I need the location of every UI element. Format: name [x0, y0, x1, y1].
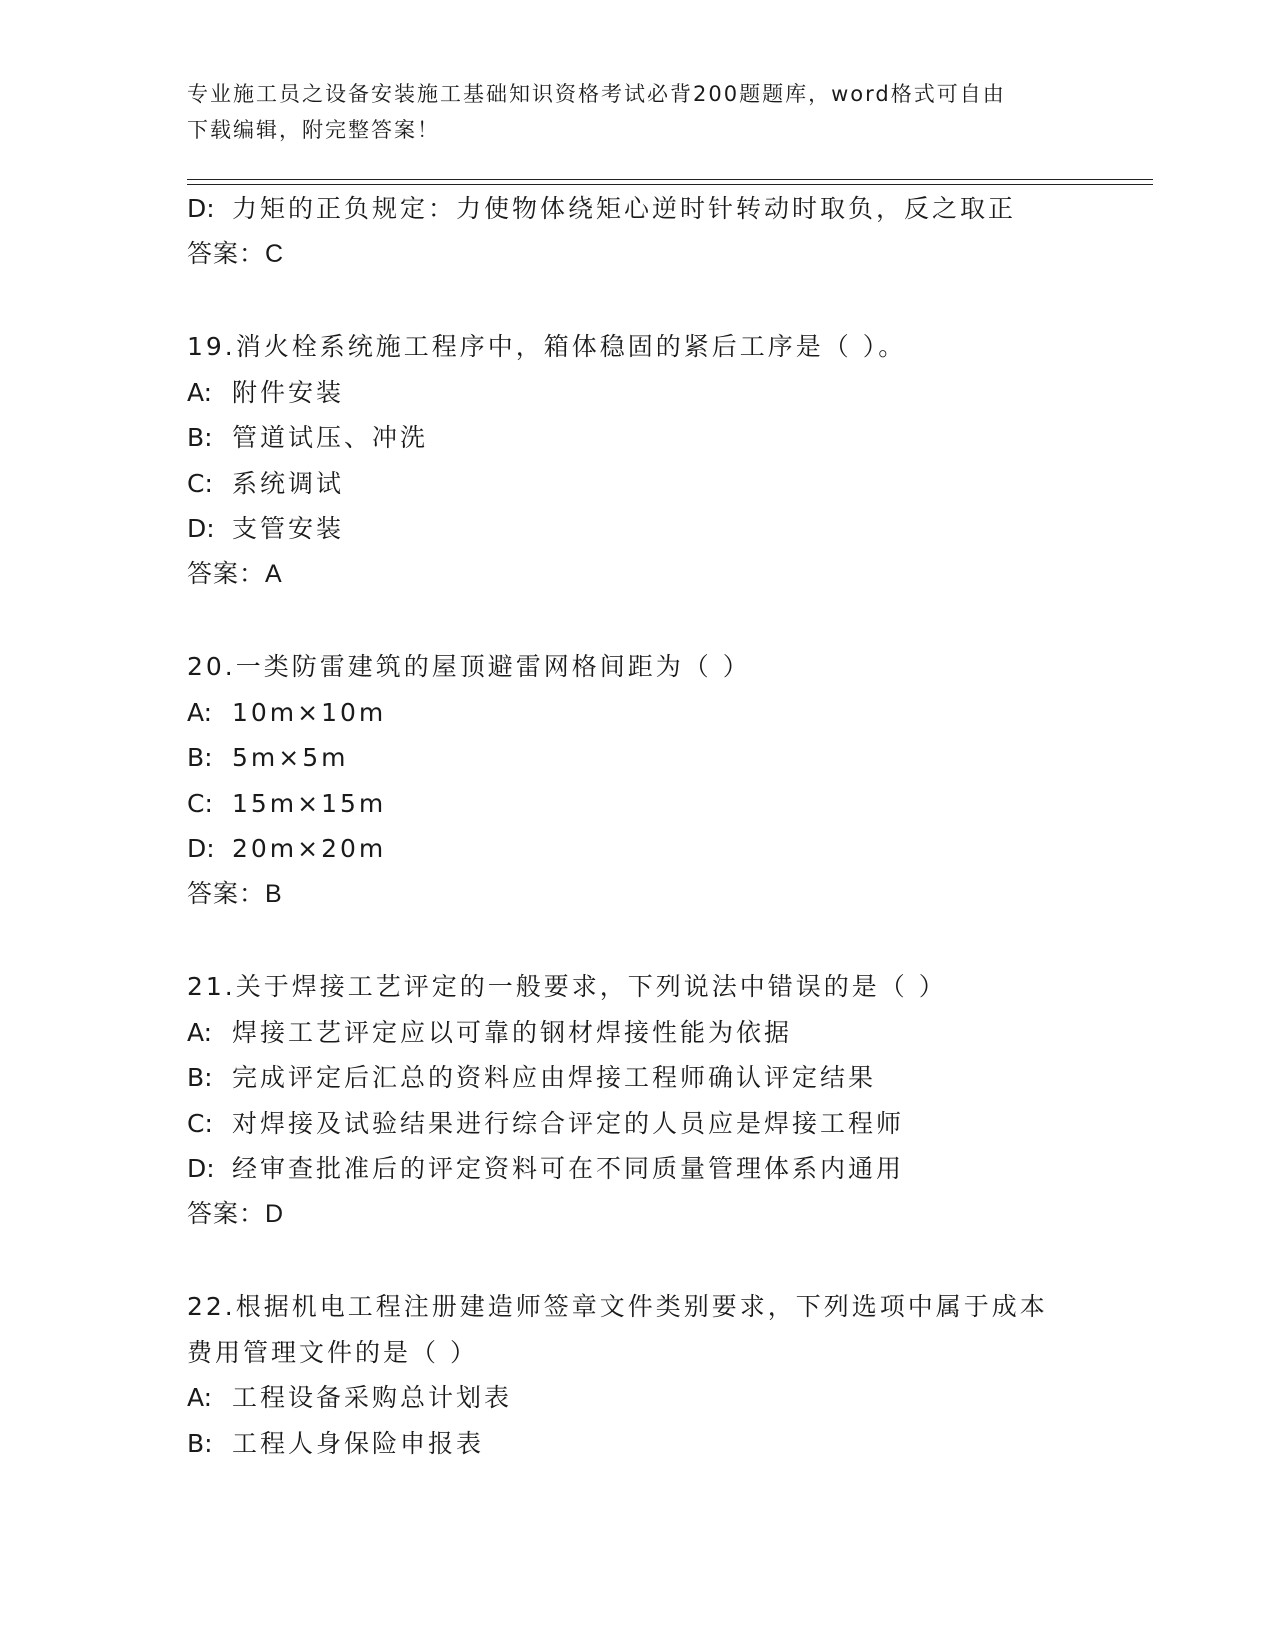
header-divider [187, 179, 1153, 185]
option-text: 管道试压、冲洗 [232, 423, 429, 452]
option-key: B: [187, 1428, 213, 1458]
spacer [187, 597, 1153, 644]
answer-21: 答案：D [187, 1199, 285, 1228]
option-key: D: [187, 1154, 215, 1183]
option-key: B: [187, 1063, 213, 1092]
option-text: 完成评定后汇总的资料应由焊接工程师确认评定结果 [232, 1063, 877, 1092]
option-key: C: [187, 788, 213, 818]
option-text: 支管安装 [232, 514, 345, 543]
question-list [187, 186, 1153, 1466]
option-a [187, 1010, 1153, 1056]
option-text: 焊接工艺评定应以可靠的钢材焊接性能为依据 [232, 1017, 793, 1047]
option-text: 10m×10m [232, 697, 387, 727]
option-text: 经审查批准后的评定资料可在不同质量管理体系内通用 [232, 1154, 905, 1183]
option-c [187, 461, 1153, 507]
option-text: 20m×20m [232, 834, 387, 863]
option-key: D: [187, 834, 215, 863]
option-text: 15m×15m [232, 788, 387, 818]
document-header [187, 76, 1067, 148]
option-key: A: [187, 377, 213, 407]
option-a [187, 1375, 1153, 1421]
option-key: B: [187, 423, 213, 452]
question-19-stem: 19.消火栓系统施工程序中，箱体稳固的紧后工序是（ ）。 [187, 332, 907, 361]
question-20-stem: 20.一类防雷建筑的屋顶避雷网格间距为（ ） [187, 652, 751, 681]
option-text: 工程人身保险申报表 [232, 1428, 485, 1458]
question-22-stem-line-2: 费用管理文件的是（ ） [187, 1337, 478, 1367]
option-a [187, 370, 1153, 416]
option-text: 工程设备采购总计划表 [232, 1383, 513, 1412]
spacer [187, 277, 1153, 324]
option-key: A: [187, 1017, 213, 1047]
option-d [187, 186, 1153, 232]
option-d [187, 826, 1153, 872]
option-key: A: [187, 1383, 213, 1412]
option-key: B: [187, 743, 213, 772]
option-key: C: [187, 1108, 213, 1138]
option-text: 力矩的正负规定：力使物体绕矩心逆时针转动时取负，反之取正 [232, 194, 1017, 223]
spacer [187, 917, 1153, 964]
option-c [187, 1101, 1153, 1147]
option-d [187, 1146, 1153, 1192]
option-key: C: [187, 468, 213, 498]
option-b [187, 735, 1153, 781]
spacer [187, 1237, 1153, 1284]
option-b [187, 415, 1153, 461]
option-text: 附件安装 [232, 377, 345, 407]
header-title-line-1: 专业施工员之设备安装施工基础知识资格考试必背200题题库，word格式可自由 [187, 82, 1006, 106]
option-key: A: [187, 697, 213, 727]
answer-20: 答案：B [187, 879, 283, 908]
option-a [187, 690, 1153, 736]
answer-19: 答案：A [187, 559, 283, 588]
header-title-line-2: 下载编辑，附完整答案！ [187, 118, 440, 142]
option-c [187, 781, 1153, 827]
option-b [187, 1421, 1153, 1467]
answer-18: 答案：C [187, 239, 285, 268]
option-d [187, 506, 1153, 552]
option-b [187, 1055, 1153, 1101]
question-22-stem-line-1: 22.根据机电工程注册建造师签章文件类别要求，下列选项中属于成本 [187, 1292, 1048, 1321]
option-text: 系统调试 [232, 468, 345, 498]
question-21-stem: 21.关于焊接工艺评定的一般要求，下列说法中错误的是（ ） [187, 972, 947, 1001]
option-text: 5m×5m [232, 743, 349, 772]
option-key: D: [187, 514, 215, 543]
option-key: D: [187, 194, 215, 223]
option-text: 对焊接及试验结果进行综合评定的人员应是焊接工程师 [232, 1108, 905, 1138]
